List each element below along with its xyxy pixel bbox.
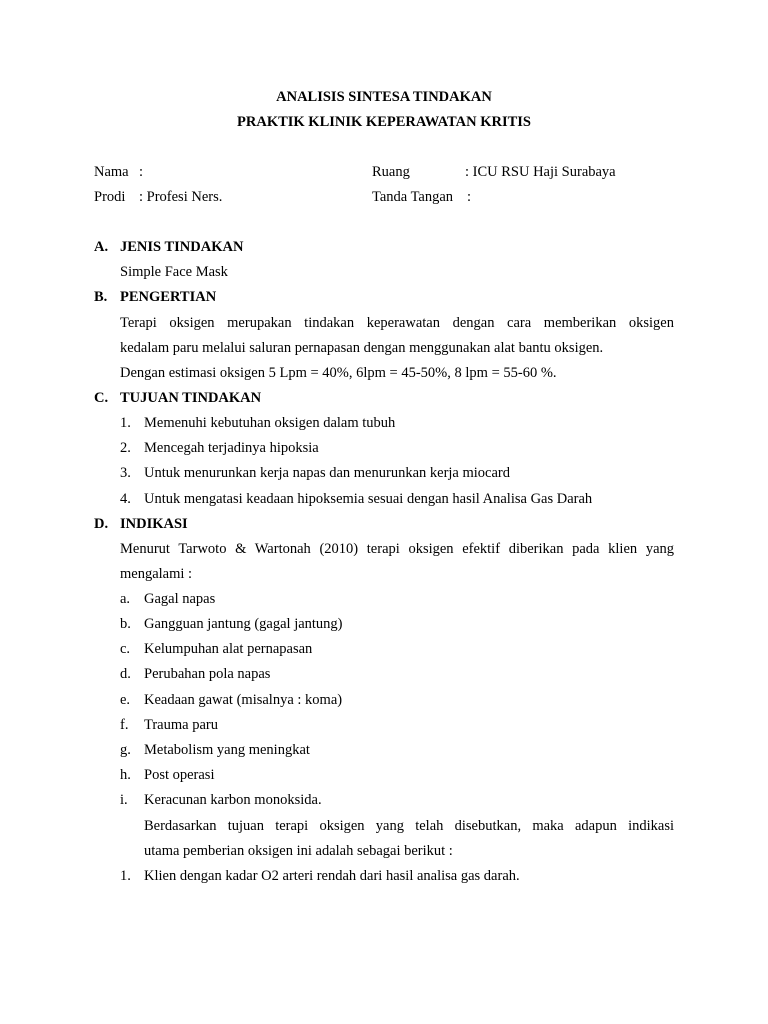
list-item-letter: g. bbox=[120, 742, 131, 758]
list-item: Post operasi bbox=[144, 767, 215, 783]
list-item: Gangguan jantung (gagal jantung) bbox=[144, 616, 343, 632]
section-b-line-3: Dengan estimasi oksigen 5 Lpm = 40%, 6lpm = 45-50%, 8 lpm = 55-60 %. bbox=[120, 365, 557, 381]
section-d-paragraph-line-2: utama pemberian oksigen ini adalah sebagai berikut : bbox=[144, 843, 453, 859]
tanda-tangan-label: Tanda Tangan bbox=[372, 189, 454, 205]
list-item: Memenuhi kebutuhan oksigen dalam tubuh bbox=[144, 415, 396, 431]
list-item-letter: i. bbox=[120, 792, 128, 808]
prodi-value: : Profesi Ners. bbox=[139, 189, 223, 205]
list-item-letter: f. bbox=[120, 717, 129, 733]
section-c-heading: TUJUAN TINDAKAN bbox=[120, 390, 262, 406]
prodi-label: Prodi bbox=[94, 189, 126, 205]
list-item: Untuk menurunkan kerja napas dan menurunkan kerja miocard bbox=[144, 465, 510, 481]
section-b-marker: B. bbox=[94, 289, 108, 305]
list-item: Perubahan pola napas bbox=[144, 666, 271, 682]
list-item: Klien dengan kadar O2 arteri rendah dari hasil analisa gas darah. bbox=[144, 868, 520, 884]
ruang-label: Ruang bbox=[372, 164, 410, 180]
section-b-heading: PENGERTIAN bbox=[120, 289, 217, 305]
list-item: Mencegah terjadinya hipoksia bbox=[144, 440, 319, 456]
list-item-letter: h. bbox=[120, 767, 131, 783]
list-item-letter: e. bbox=[120, 692, 131, 708]
document-subtitle: PRAKTIK KLINIK KEPERAWATAN KRITIS bbox=[237, 114, 531, 130]
section-c-marker: C. bbox=[94, 390, 109, 406]
list-item: Keadaan gawat (misalnya : koma) bbox=[144, 692, 343, 708]
section-d-marker: D. bbox=[94, 516, 109, 532]
list-item-letter: a. bbox=[120, 591, 131, 607]
list-item-letter: c. bbox=[120, 641, 131, 657]
list-item-letter: b. bbox=[120, 616, 131, 632]
section-d-intro-line-2: mengalami : bbox=[120, 566, 193, 582]
section-d-intro-line-1: Menurut Tarwoto & Wartonah (2010) terapi oksigen efektif diberikan pada klien yang bbox=[120, 541, 674, 557]
section-a-marker: A. bbox=[94, 239, 109, 255]
list-item: Kelumpuhan alat pernapasan bbox=[144, 641, 313, 657]
document-title: ANALISIS SINTESA TINDAKAN bbox=[276, 89, 492, 105]
list-item-number: 3. bbox=[120, 465, 131, 481]
section-d-heading: INDIKASI bbox=[120, 516, 188, 532]
section-a-text: Simple Face Mask bbox=[120, 264, 228, 280]
section-b-line-1: Terapi oksigen merupakan tindakan keperawatan dengan cara memberikan oksigen bbox=[120, 315, 674, 331]
list-item-number: 1. bbox=[120, 415, 131, 431]
list-item: Trauma paru bbox=[144, 717, 218, 733]
nama-separator: : bbox=[139, 164, 144, 180]
list-item-letter: d. bbox=[120, 666, 131, 682]
list-item-number: 2. bbox=[120, 440, 131, 456]
ruang-value: : ICU RSU Haji Surabaya bbox=[465, 164, 616, 180]
list-item-number: 4. bbox=[120, 491, 131, 507]
section-b-line-2: kedalam paru melalui saluran pernapasan dengan menggunakan alat bantu oksigen. bbox=[120, 340, 604, 356]
section-d-paragraph-line-1: Berdasarkan tujuan terapi oksigen yang telah disebutkan, maka adapun indikasi bbox=[144, 818, 674, 834]
list-item-number: 1. bbox=[120, 868, 131, 884]
list-item: Untuk mengatasi keadaan hipoksemia sesuai dengan hasil Analisa Gas Darah bbox=[144, 491, 593, 507]
list-item: Keracunan karbon monoksida. bbox=[144, 792, 322, 808]
list-item: Gagal napas bbox=[144, 591, 216, 607]
nama-label: Nama bbox=[94, 164, 129, 180]
tanda-tangan-separator: : bbox=[467, 189, 472, 205]
list-item: Metabolism yang meningkat bbox=[144, 742, 310, 758]
section-a-heading: JENIS TINDAKAN bbox=[120, 239, 244, 255]
